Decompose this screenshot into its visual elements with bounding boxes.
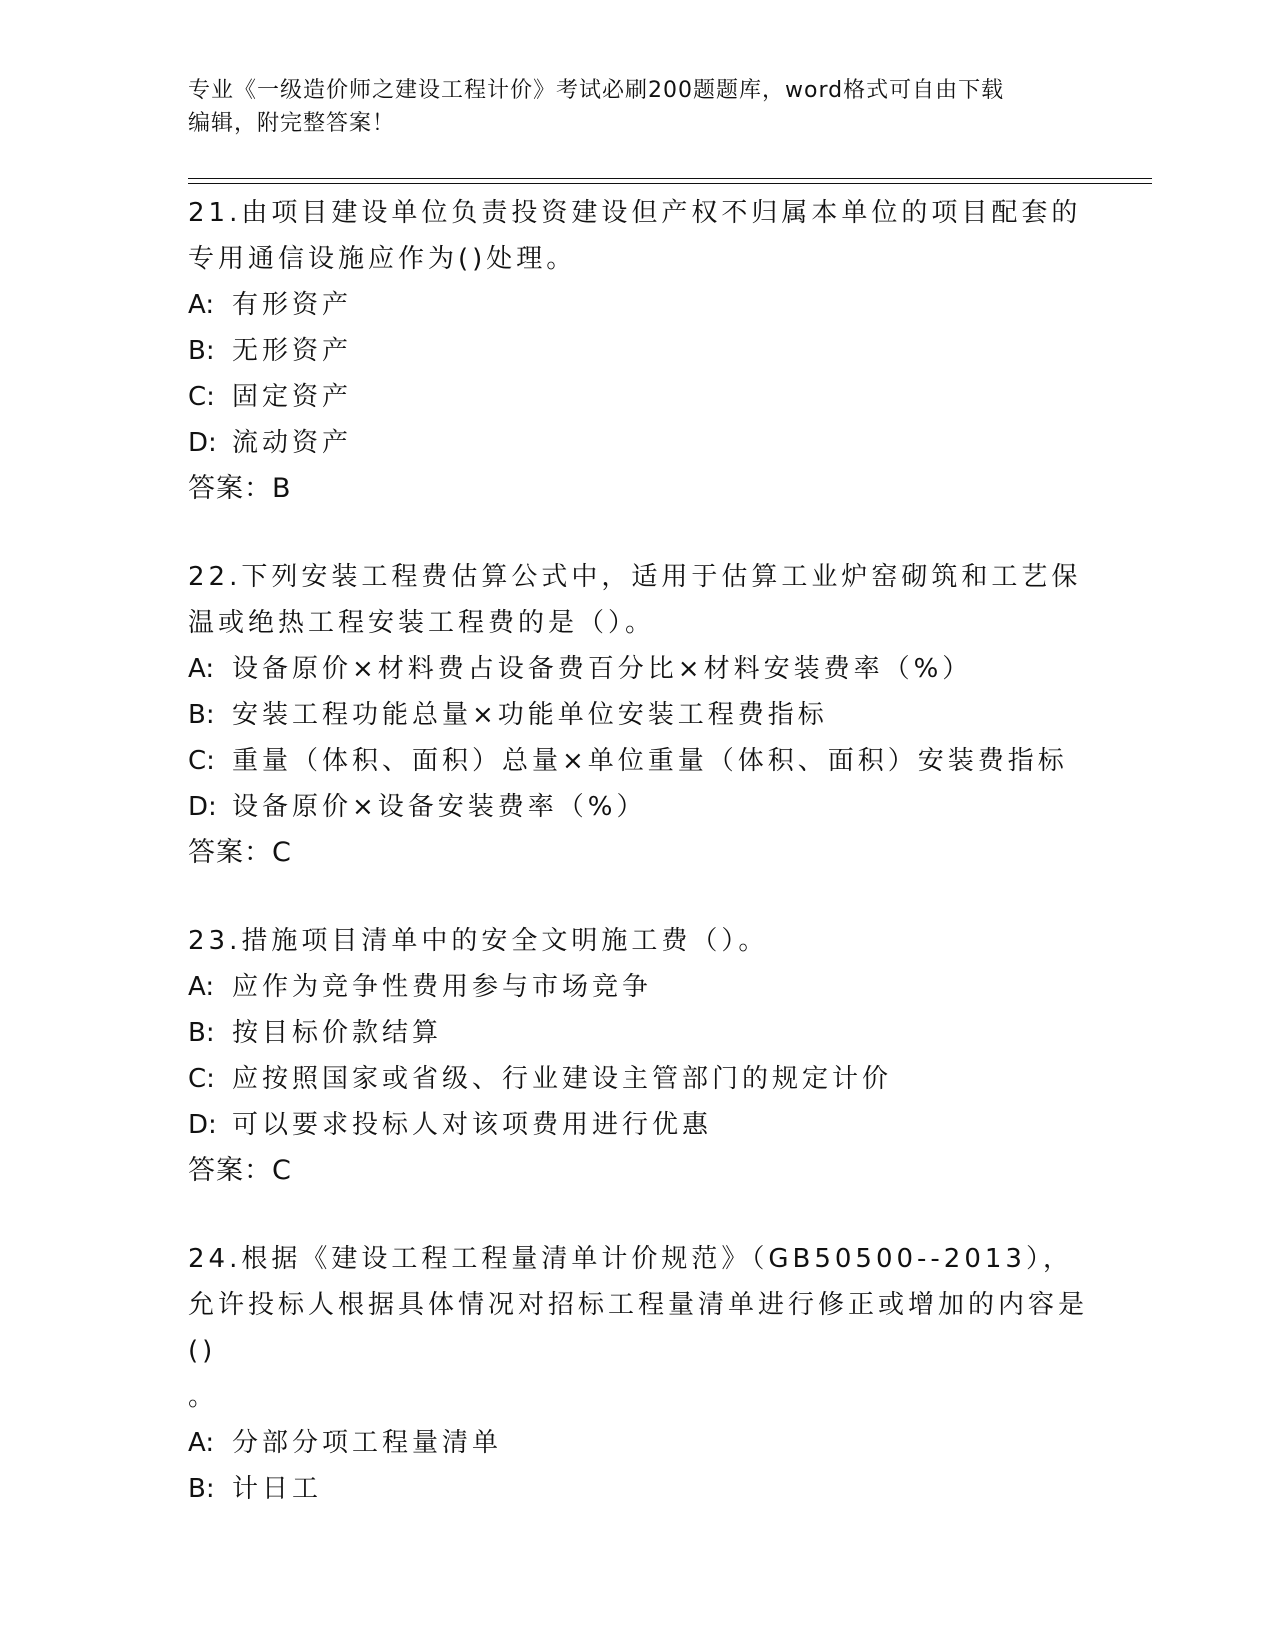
question-21 [188,190,1088,512]
option-a [188,964,1088,1010]
question-24 [188,1236,1088,1512]
option-text: 按目标价款结算 [232,1018,443,1048]
option-letter: A: [188,972,215,1002]
option-d [188,420,1088,466]
question-text: 21.由项目建设单位负责投资建设但产权不归属本单位的项目配套的专用通信设施应作为()处理。 [188,198,1082,274]
answer-text: 答案：C [188,1155,292,1186]
option-letter: B: [188,1474,215,1504]
option-letter: D: [188,428,217,458]
option-d [188,1102,1088,1148]
option-letter: D: [188,1110,217,1140]
option-letter: C: [188,1064,215,1094]
option-d [188,784,1088,830]
option-text: 计日工 [232,1474,323,1504]
option-letter: A: [188,1428,215,1458]
option-c [188,738,1088,784]
question-22 [188,554,1088,876]
option-text: 应作为竞争性费用参与市场竞争 [232,972,653,1002]
option-text: 重量（体积、面积）总量×单位重量（体积、面积）安装费指标 [232,746,1068,776]
question-23 [188,918,1088,1194]
option-b [188,692,1088,738]
option-letter: A: [188,290,215,320]
option-text: 安装工程功能总量×功能单位安装工程费指标 [232,700,828,730]
option-text: 分部分项工程量清单 [232,1428,503,1458]
option-b [188,1466,1088,1512]
question-text: 24.根据《建设工程工程量清单计价规范》（GB50500--2013），允许投标人根据具体情况对招标工程量清单进行修正或增加的内容是() [188,1244,1089,1366]
question-text: 23.措施项目清单中的安全文明施工费（）。 [188,926,769,956]
option-a [188,282,1088,328]
option-text: 无形资产 [232,336,353,366]
option-text: 流动资产 [232,428,353,458]
option-letter: A: [188,654,215,684]
option-text: 设备原价×材料费占设备费百分比×材料安装费率（%） [232,654,973,684]
header-divider-top [188,178,1152,179]
option-letter: B: [188,1018,215,1048]
option-c [188,1056,1088,1102]
document-header [188,74,1068,140]
option-a [188,1420,1088,1466]
option-text: 设备原价×设备安装费率（%） [232,792,647,822]
header-line-2: 编辑，附完整答案！ [188,111,396,136]
option-text: 固定资产 [232,382,353,412]
question-text: 22.下列安装工程费估算公式中，适用于估算工业炉窑砌筑和工艺保温或绝热工程安装工程费的是（）。 [188,562,1082,638]
header-divider-bottom [188,183,1152,184]
question-list [188,190,1088,1554]
option-c [188,374,1088,420]
option-letter: B: [188,700,215,730]
option-b [188,328,1088,374]
option-letter: C: [188,746,215,776]
answer-text: 答案：B [188,473,292,504]
option-text: 可以要求投标人对该项费用进行优惠 [232,1110,713,1140]
option-letter: B: [188,336,215,366]
option-a [188,646,1088,692]
answer-text: 答案：C [188,837,292,868]
header-line-1: 专业《一级造价师之建设工程计价》考试必刷200题题库，word格式可自由下载 [188,78,1005,103]
question-trailing-punctuation: 。 [188,1382,215,1412]
option-text: 应按照国家或省级、行业建设主管部门的规定计价 [232,1064,893,1094]
option-letter: C: [188,382,215,412]
option-text: 有形资产 [232,290,353,320]
option-b [188,1010,1088,1056]
option-letter: D: [188,792,217,822]
